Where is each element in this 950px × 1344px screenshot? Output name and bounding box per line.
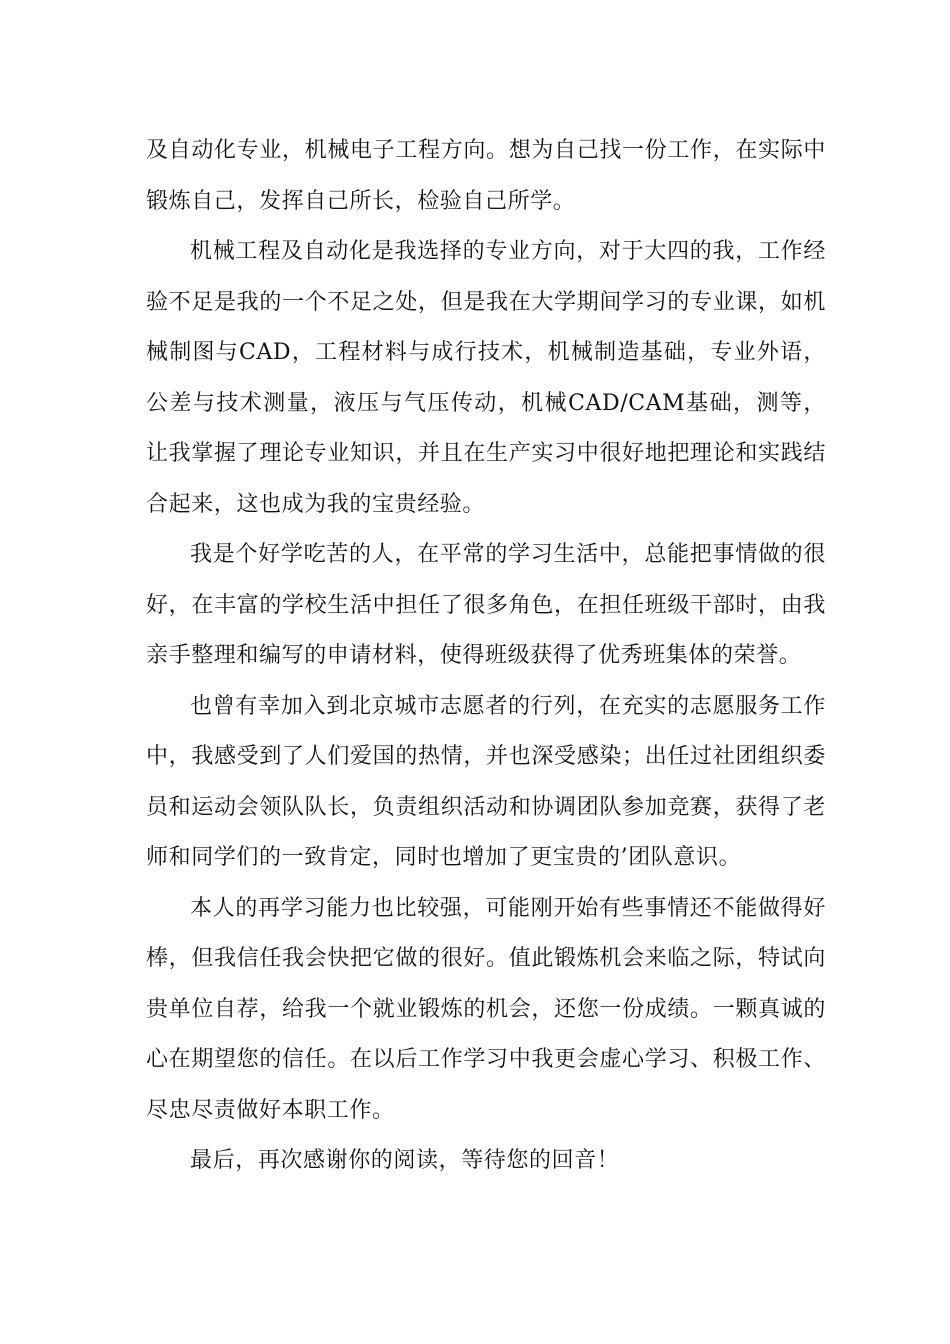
paragraph-closing: 最后，再次感谢你的阅读，等待您的回音！: [190, 1148, 620, 1173]
letter-body: [146, 126, 826, 1187]
paragraph-major: 机械工程及自动化是我选择的专业方向，对于大四的我，工作经验不足是我的一个不足之处，但是我在大学期间学习的专业课，如机械制图与CAD，工程材料与成行技术，机械制造基础，专业外语，公差与技术测量，液压与气压传动，机械CAD/CAM基础，测等，让我掌握了理论专业知识，并且在生产实习中很好地把理论和实践结合起来，这也成为我的宝贵经验。: [146, 239, 826, 517]
paragraph-volunteer: 也曾有幸加入到北京城市志愿者的行列，在充实的志愿服务工作中，我感受到了人们爱国的热情，并也深受感染；出任过社团组织委员和运动会领队队长，负责组织活动和协调团队参加竞赛，获得了老师和同学们的一致肯定，同时也增加了更宝贵的’团队意识。: [146, 693, 826, 870]
paragraph-character: 我是个好学吃苦的人，在平常的学习生活中，总能把事情做的很好，在丰富的学校生活中担任了很多角色，在担任班级干部时，由我亲手整理和编写的申请材料，使得班级获得了优秀班集体的荣誉。: [146, 542, 826, 668]
paragraph-continuation: 及自动化专业，机械电子工程方向。想为自己找一份工作，在实际中锻炼自己，发挥自己所长，检验自己所学。: [146, 138, 826, 214]
paragraph-self-recommendation: 本人的再学习能力也比较强，可能刚开始有些事情还不能做得好棒，但我信任我会快把它做的很好。值此锻炼机会来临之际，特试向贵单位自荐，给我一个就业锻炼的机会，还您一份成绩。一颗真诚的心在期望您的信任。在以后工作学习中我更会虚心学习、积极工作、尽忠尽责做好本职工作。: [146, 895, 826, 1123]
